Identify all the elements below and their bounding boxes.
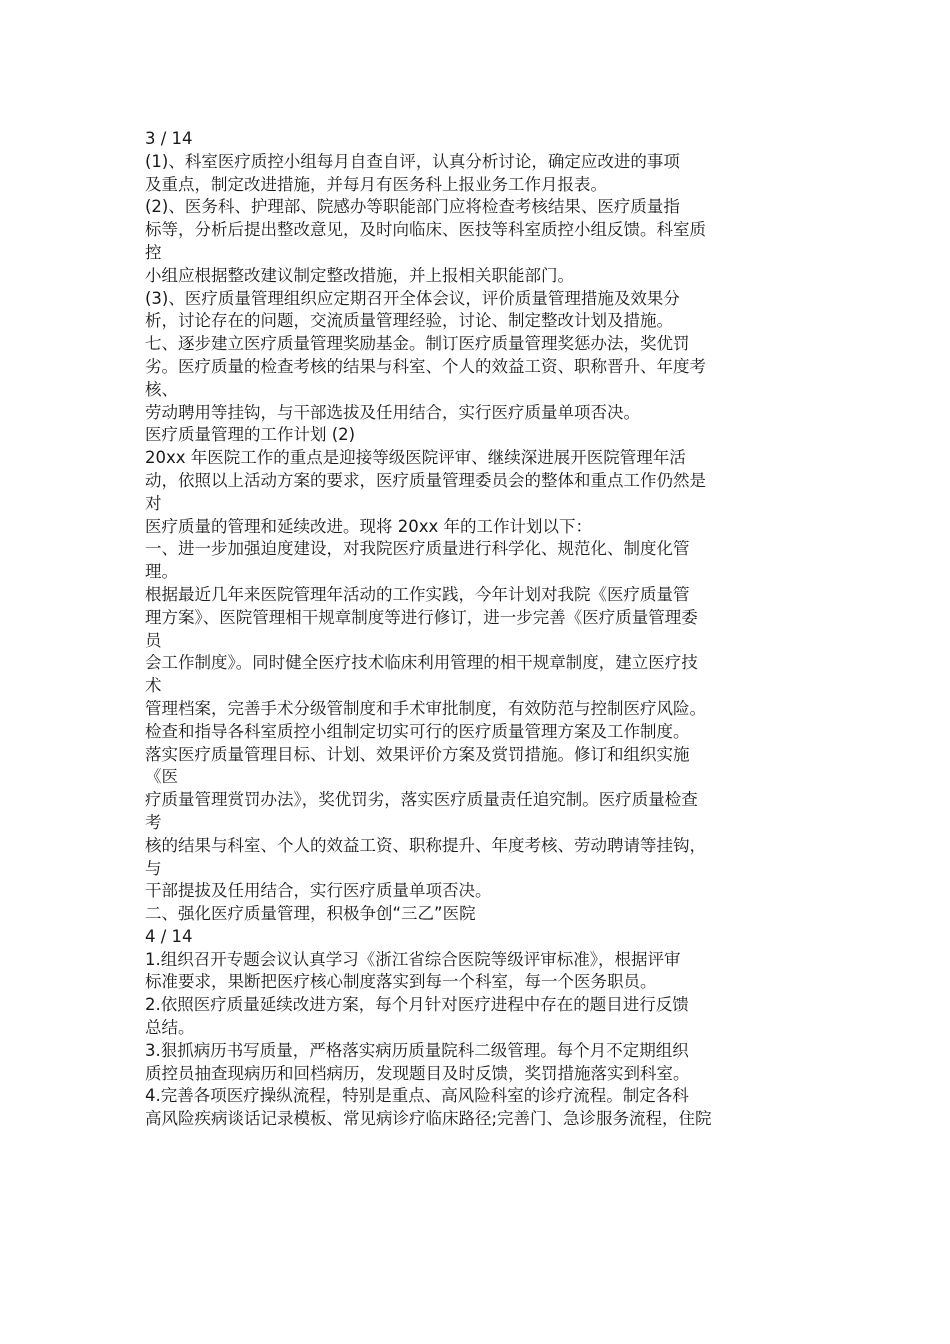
- text-line: 落实医疗质量管理目标、计划、效果评价方案及赏罚措施。修订和组织实施: [145, 744, 690, 764]
- section-heading: 七、逐步建立医疗质量管理奖励基金。制订医疗质量管理奖惩办法，奖优罚: [145, 334, 690, 354]
- text-line: 理方案》、医院管理相干规章制度等进行修订，进一步完善《医疗质量管理委: [145, 607, 698, 627]
- text-line: 析，讨论存在的问题，交流质量管理经验，讨论、制定整改计划及措施。: [145, 311, 673, 331]
- text-line: 员: [145, 630, 162, 650]
- text-line: 术: [145, 676, 162, 696]
- text-line: 理。: [145, 562, 178, 582]
- text-line: 与: [145, 858, 162, 878]
- text-line: 劳动聘用等挂钩，与干部选拔及任用结合，实行医疗质量单项否决。: [145, 402, 640, 422]
- text-line: 检查和指导各科室质控小组制定切实可行的医疗质量管理方案及工作制度。: [145, 721, 690, 741]
- text-line: 控: [145, 242, 162, 262]
- text-line: 4.完善各项医疗操纵流程，特别是重点、高风险科室的诊疗流程。制定各科: [145, 1086, 689, 1106]
- text-line: 小组应根据整改建议制定整改措施，并上报相关职能部门。: [145, 265, 574, 285]
- text-line: 20xx 年医院工作的重点是迎接等级医院评审、继续深进展开医院管理年活: [145, 448, 686, 468]
- text-line: 核、: [145, 379, 178, 399]
- text-line: 2.依照医疗质量延续改进方案，每个月针对医疗进程中存在的题目进行反馈: [145, 995, 689, 1015]
- text-line: 对: [145, 493, 162, 513]
- text-line: (1)、科室医疗质控小组每月自查自评，认真分析讨论，确定应改进的事项: [145, 151, 680, 171]
- text-line: 考: [145, 812, 162, 832]
- page-number: 4 / 14: [145, 926, 193, 946]
- text-line: 总结。: [145, 1018, 195, 1038]
- text-line: 及重点，制定改进措施，并每月有医务科上报业务工作月报表。: [145, 174, 607, 194]
- text-line: 核的结果与科室、个人的效益工资、职称提升、年度考核、劳动聘请等挂钩，: [145, 835, 706, 855]
- text-line: 管理档案，完善手术分级管制度和手术审批制度，有效防范与控制医疗风险。: [145, 698, 706, 718]
- text-line: 根据最近几年来医院管理年活动的工作实践，今年计划对我院《医疗质量管: [145, 584, 690, 604]
- text-line: 3.狠抓病历书写质量，严格落实病历质量院科二级管理。每个月不定期组织: [145, 1040, 689, 1060]
- text-line: 劣。医疗质量的检查考核的结果与科室、个人的效益工资、职称晋升、年度考: [145, 356, 706, 376]
- text-line: (3)、医疗质量管理组织应定期召开全体会议，评价质量管理措施及效果分: [145, 288, 680, 308]
- section-heading: 一、进一步加强迫度建设，对我院医疗质量进行科学化、规范化、制度化管: [145, 539, 690, 559]
- text-line: 1.组织召开专题会议认真学习《浙江省综合医院等级评审标准》，根据评审: [145, 949, 681, 969]
- text-line: 会工作制度》。同时健全医疗技术临床利用管理的相干规章制度，建立医疗技: [145, 653, 698, 673]
- document-body: [145, 128, 815, 1131]
- text-line: 质控员抽查现病历和回档病历，发现题目及时反馈，奖罚措施落实到科室。: [145, 1063, 690, 1083]
- text-line: 《医: [145, 767, 178, 787]
- text-line: 标等，分析后提出整改意见，及时向临床、医技等科室质控小组反馈。科室质: [145, 220, 706, 240]
- page-number: 3 / 14: [145, 129, 193, 148]
- document-subtitle: 医疗质量管理的工作计划 (2): [145, 425, 356, 445]
- text-line: 高风险疾病谈话记录模板、常见病诊疗临床路径;完善门、急诊服务流程，住院: [145, 1109, 712, 1129]
- section-heading: 二、强化医疗质量管理，积极争创“三乙”医院: [145, 904, 476, 924]
- text-line: 动，依照以上活动方案的要求，医疗质量管理委员会的整体和重点工作仍然是: [145, 470, 706, 490]
- text-line: 标准要求，果断把医疗核心制度落实到每一个科室，每一个医务职员。: [145, 972, 657, 992]
- text-line: 干部提拔及任用结合，实行医疗质量单项否决。: [145, 881, 492, 901]
- text-line: 医疗质量的管理和延续改进。现将 20xx 年的工作计划以下：: [145, 516, 593, 536]
- text-line: 疗质量管理赏罚办法》，奖优罚劣，落实医疗质量责任追究制。医疗质量检查: [145, 790, 698, 810]
- text-line: (2)、医务科、护理部、院感办等职能部门应将检查考核结果、医疗质量指: [145, 197, 680, 217]
